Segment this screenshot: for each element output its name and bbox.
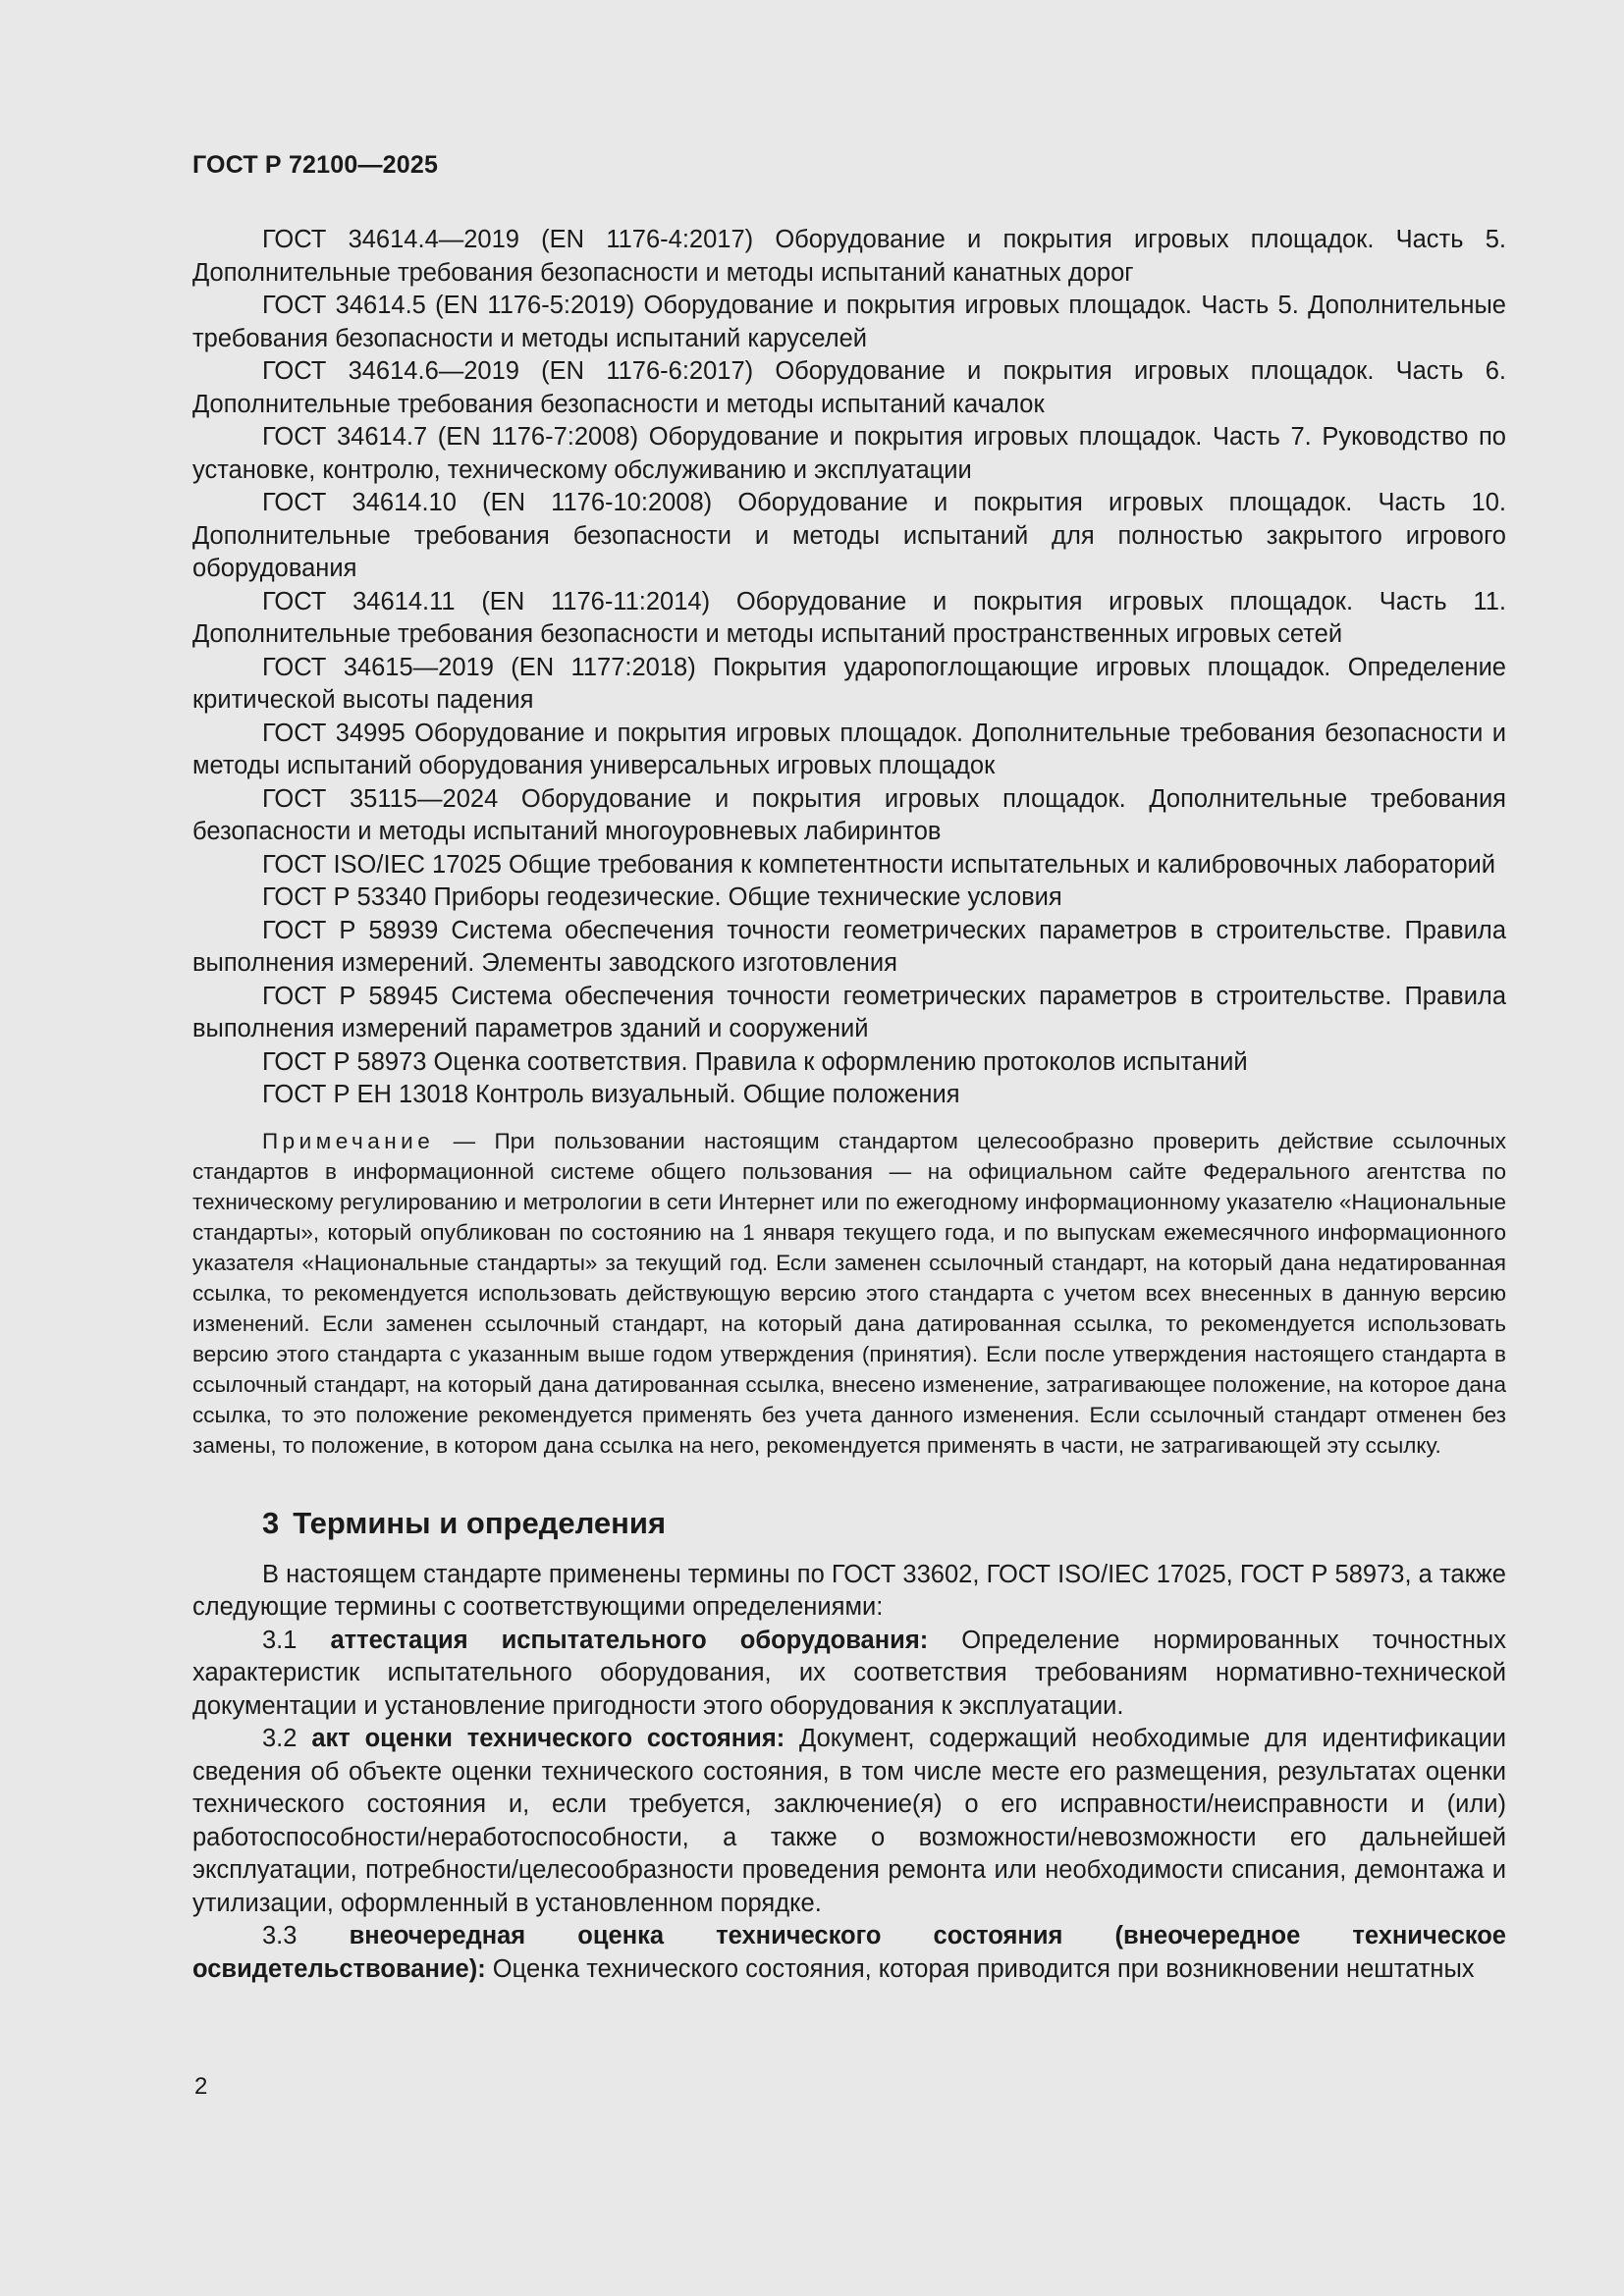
term-definition: [192, 1625, 1506, 1724]
term-definition: [192, 1920, 1506, 1986]
section-number: 3: [262, 1505, 280, 1540]
term-name: аттестация испытательного оборудования:: [330, 1626, 929, 1654]
reference-item: ГОСТ 35115—2024 Оборудование и покрытия игровых площадок. Дополнительные требования безопасности и методы испытаний многоуровневых лабиринтов: [192, 784, 1506, 845]
reference-item: ГОСТ 34614.11 (EN 1176-11:2014) Оборудование и покрытия игровых площадок. Часть 11. Дополнительные требования безопасности и методы испытаний пространственных игровых сетей: [192, 587, 1506, 648]
reference-list: [192, 224, 1506, 1112]
reference-item: ГОСТ 34614.5 (EN 1176-5:2019) Оборудование и покрытия игровых площадок. Часть 5. Дополнительные требования безопасности и методы испытаний каруселей: [192, 292, 1506, 352]
document-header: ГОСТ Р 72100—2025: [192, 151, 439, 179]
term-name: акт оценки технического состояния:: [311, 1725, 785, 1752]
reference-item: ГОСТ 34614.7 (EN 1176-7:2008) Оборудование и покрытия игровых площадок. Часть 7. Руководство по установке, контролю, техническому обслуживанию и эксплуатации: [192, 423, 1506, 484]
section-title: Термины и определения: [293, 1505, 667, 1540]
term-number: 3.2: [262, 1725, 298, 1752]
term-text: Оценка технического состояния, которая приводится при возникновении нештатных: [485, 1954, 1475, 1983]
term-text: Определение нормированных точностных характеристик испытательного оборудования, их соответствия требованиям нормативно-технической документации и установление пригодности этого оборудования к эксплуатации.: [192, 1626, 1506, 1720]
reference-item: ГОСТ 34615—2019 (EN 1177:2018) Покрытия ударопоглощающие игровых площадок. Определение критической высоты падения: [192, 653, 1506, 714]
reference-item: ГОСТ Р 58945 Система обеспечения точности геометрических параметров в строительстве. Правила выполнения измерений параметров зданий и сооружений: [192, 982, 1506, 1042]
term-text: Документ, содержащий необходимые для идентификации сведения об объекте оценки технического состояния, в том числе месте его размещения, результатах оценки технического состояния и, если требуется, заключение(я) о его исправности/неисправности и (или) работоспособности/неработоспособности, а также о возможности/невозможности его дальнейшей эксплуатации, потребности/целесообразности проведения ремонта или необходимости списания, демонтажа и утилизации, оформленный в установленном порядке.: [192, 1725, 1506, 1917]
reference-item: ГОСТ 34614.4—2019 (EN 1176-4:2017) Оборудование и покрытия игровых площадок. Часть 5. Дополнительные требования безопасности и методы испытаний канатных дорог: [192, 226, 1506, 287]
reference-item: ГОСТ Р ЕН 13018 Контроль визуальный. Общие положения: [262, 1081, 960, 1108]
reference-item: ГОСТ 34995 Оборудование и покрытия игровых площадок. Дополнительные требования безопасности и методы испытаний оборудования универсальных игровых площадок: [192, 719, 1506, 779]
reference-item: ГОСТ Р 58973 Оценка соответствия. Правила к оформлению протоколов испытаний: [262, 1047, 1248, 1076]
note-label: Примечание: [262, 1128, 435, 1153]
note-text: — При пользовании настоящим стандартом целесообразно проверить действие ссылочных стандартов в информационной системе общего пользования — на официальном сайте Федерального агентства по техническому регулированию и метрологии в сети Интернет или по ежегодному информационному указателю «Национальные стандарты», который опубликован по состоянию на 1 января текущего года, и по выпускам ежемесячного информационного указателя «Национальные стандарты» за текущий год. Если заменен ссылочный стандарт, на который дана недатированная ссылка, то рекомендуется использовать действующую версию этого стандарта с учетом всех внесенных в данную версию изменений. Если заменен ссылочный стандарт, на который дана датированная ссылка, то рекомендуется использовать версию этого стандарта с указанным выше годом утверждения (принятия). Если после утверждения настоящего стандарта в ссылочный стандарт, на который дана датированная ссылка, внесено изменение, затрагивающее положение, на которое дана ссылка, то это положение рекомендуется применять без учета данного изменения. Если ссылочный стандарт отменен без замены, то положение, в котором дана ссылка на него, рекомендуется применять в части, не затрагивающей эту ссылку.: [192, 1128, 1506, 1458]
section-heading: [262, 1504, 1506, 1543]
page-number: 2: [194, 2073, 208, 2100]
reference-item: ГОСТ 34614.10 (EN 1176-10:2008) Оборудование и покрытия игровых площадок. Часть 10. Дополнительные требования безопасности и методы испытаний для полностью закрытого игрового оборудования: [192, 489, 1506, 582]
term-number: 3.1: [262, 1626, 298, 1654]
note-block: [192, 1126, 1506, 1461]
term-number: 3.3: [262, 1922, 298, 1949]
term-name: внеочередная оценка технического состояния (внеочередное техническое освидетельствование):: [192, 1922, 1506, 1983]
reference-item: ГОСТ ISO/IEC 17025 Общие требования к компетентности испытательных и калибровочных лабораторий: [262, 850, 1495, 879]
page-content: [192, 224, 1506, 1986]
reference-item: ГОСТ Р 58939 Система обеспечения точности геометрических параметров в строительстве. Правила выполнения измерений. Элементы заводского изготовления: [192, 916, 1506, 977]
section-intro: В настоящем стандарте применены термины по ГОСТ 33602, ГОСТ ISO/IEC 17025, ГОСТ Р 58973, а также следующие термины с соответствующими определениями:: [192, 1560, 1506, 1621]
reference-item: ГОСТ 34614.6—2019 (EN 1176-6:2017) Оборудование и покрытия игровых площадок. Часть 6. Дополнительные требования безопасности и методы испытаний качалок: [192, 357, 1506, 418]
term-definition: [192, 1723, 1506, 1920]
reference-item: ГОСТ Р 53340 Приборы геодезические. Общие технические условия: [262, 883, 1062, 911]
